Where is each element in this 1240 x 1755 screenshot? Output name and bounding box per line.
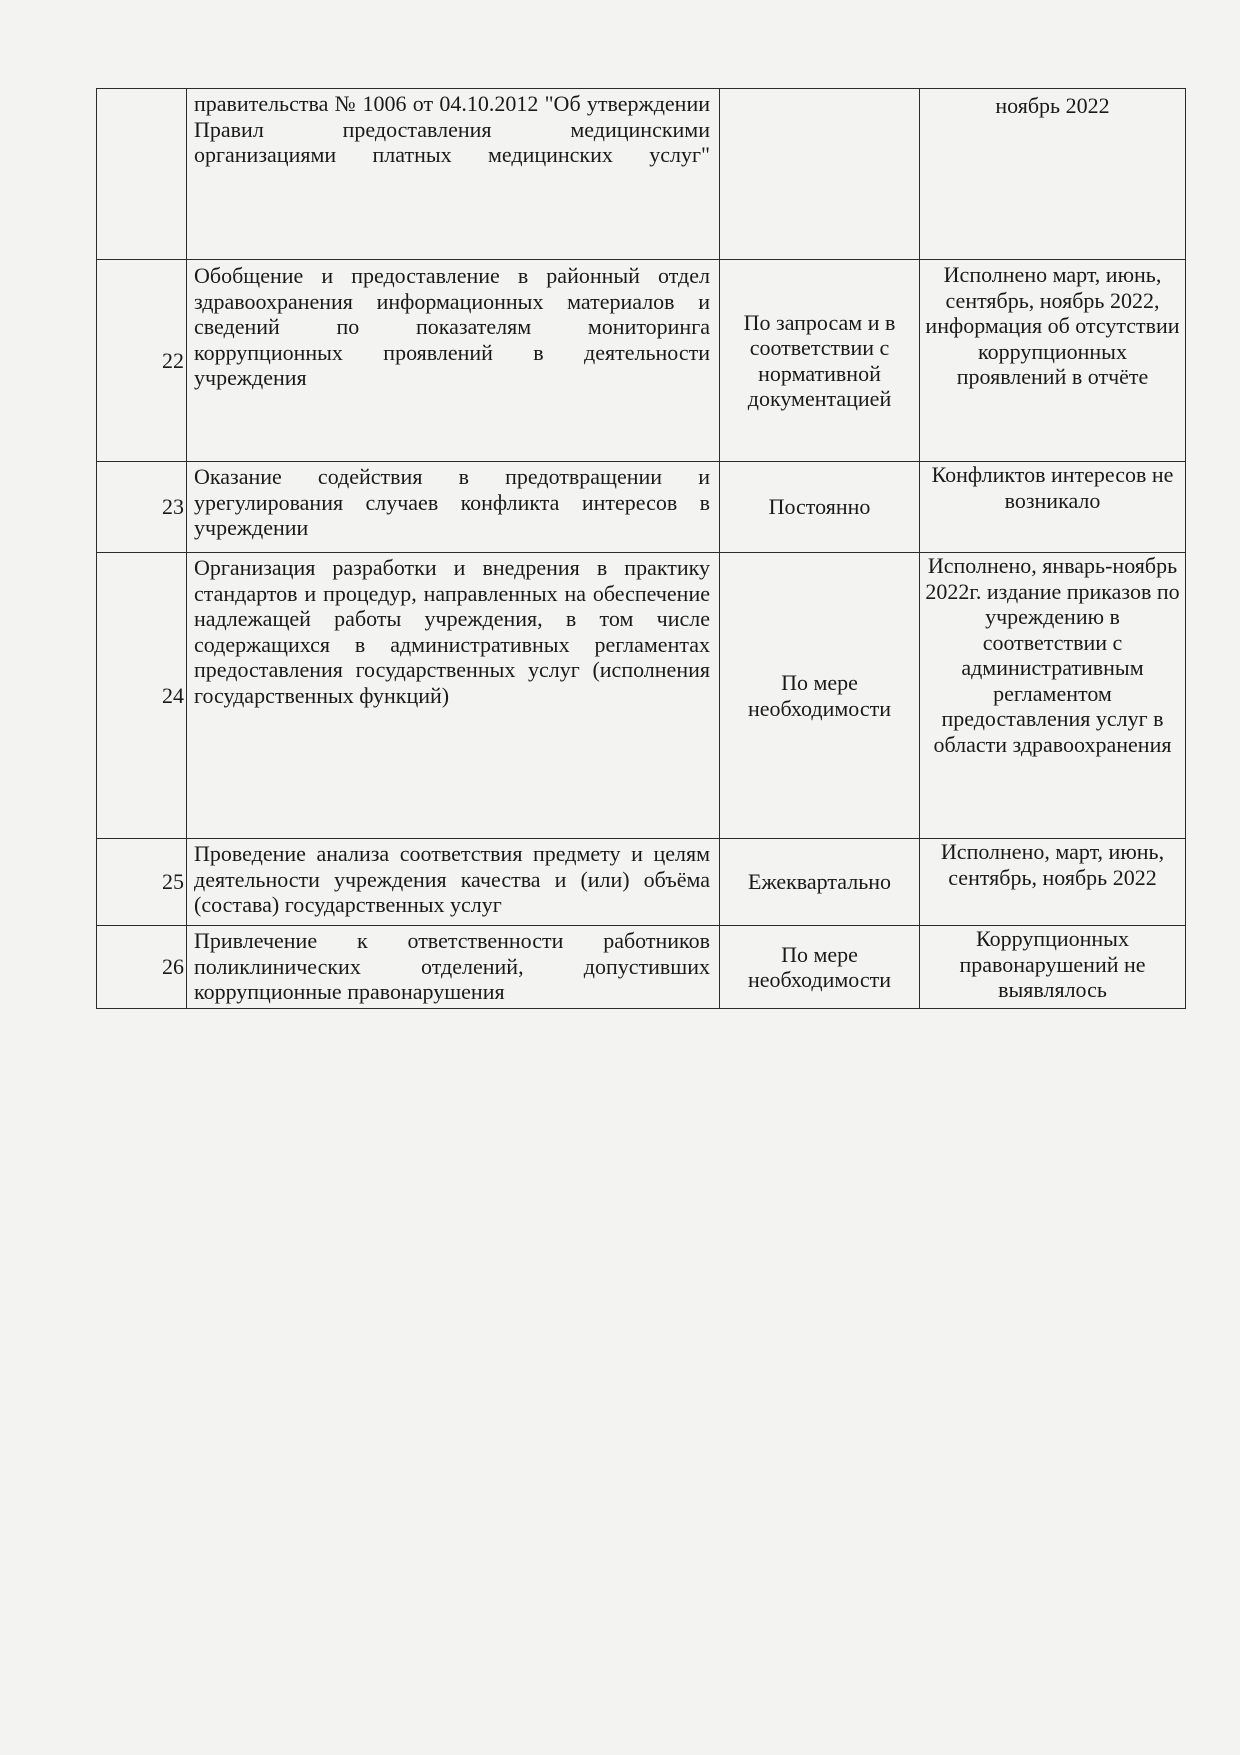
measure-result: Коррупционных правонарушений не выявлялось <box>920 926 1186 1009</box>
table-row <box>97 926 1186 1009</box>
measure-result: Конфликтов интересов не возникало <box>920 462 1186 553</box>
table-row <box>97 89 1186 260</box>
row-number: 24 <box>97 553 187 839</box>
measure-description: Организация разработки и внедрения в практику стандартов и процедур, направленных на обеспечение надлежащей работы учреждения, в том числе содержащихся в административных регламентах предоставления государственных услуг (исполнения государственных функций) <box>194 555 710 708</box>
measure-result: Исполнено март, июнь, сентябрь, ноябрь 2022, информация об отсутствии коррупционных проявлений в отчёте <box>920 260 1186 462</box>
measure-description: Оказание содействия в предотвращении и урегулирования случаев конфликта интересов в учреждении <box>194 464 710 540</box>
row-number: 25 <box>97 839 187 926</box>
measure-result: Исполнено, январь-ноябрь 2022г. издание приказов по учреждению в соответствии с административным регламентом предоставления услуг в области здравоохранения <box>920 553 1186 839</box>
measure-term: По запросам и в соответствии с нормативной документацией <box>720 260 920 462</box>
measure-result: Исполнено, март, июнь, сентябрь, ноябрь 2022 <box>920 839 1186 926</box>
measure-result: ноябрь 2022 <box>920 89 1186 260</box>
row-number <box>97 89 187 260</box>
measure-description: Проведение анализа соответствия предмету и целям деятельности учреждения качества и (или) объёма (состава) государственных услуг <box>194 841 710 917</box>
measure-term: Ежеквартально <box>720 839 920 926</box>
measures-table <box>96 88 1186 1009</box>
measure-term: По мере необходимости <box>720 553 920 839</box>
table-row <box>97 260 1186 462</box>
table-row <box>97 462 1186 553</box>
measure-term: Постоянно <box>720 462 920 553</box>
table-row <box>97 553 1186 839</box>
measure-description: Привлечение к ответственности работников поликлинических отделений, допустивших коррупционные правонарушения <box>194 928 710 1004</box>
measure-description: Обобщение и предоставление в районный отдел здравоохранения информационных материалов и сведений по показателям мониторинга коррупционных проявлений в деятельности учреждения <box>194 263 710 390</box>
row-number: 26 <box>97 926 187 1009</box>
measure-description: правительства № 1006 от 04.10.2012 "Об утверждении Правил предоставления медицинскими организациями платных медицинских услуг" <box>194 91 710 167</box>
measure-term <box>720 89 920 260</box>
row-number: 23 <box>97 462 187 553</box>
measure-term: По мере необходимости <box>720 926 920 1009</box>
table-row <box>97 839 1186 926</box>
row-number: 22 <box>97 260 187 462</box>
